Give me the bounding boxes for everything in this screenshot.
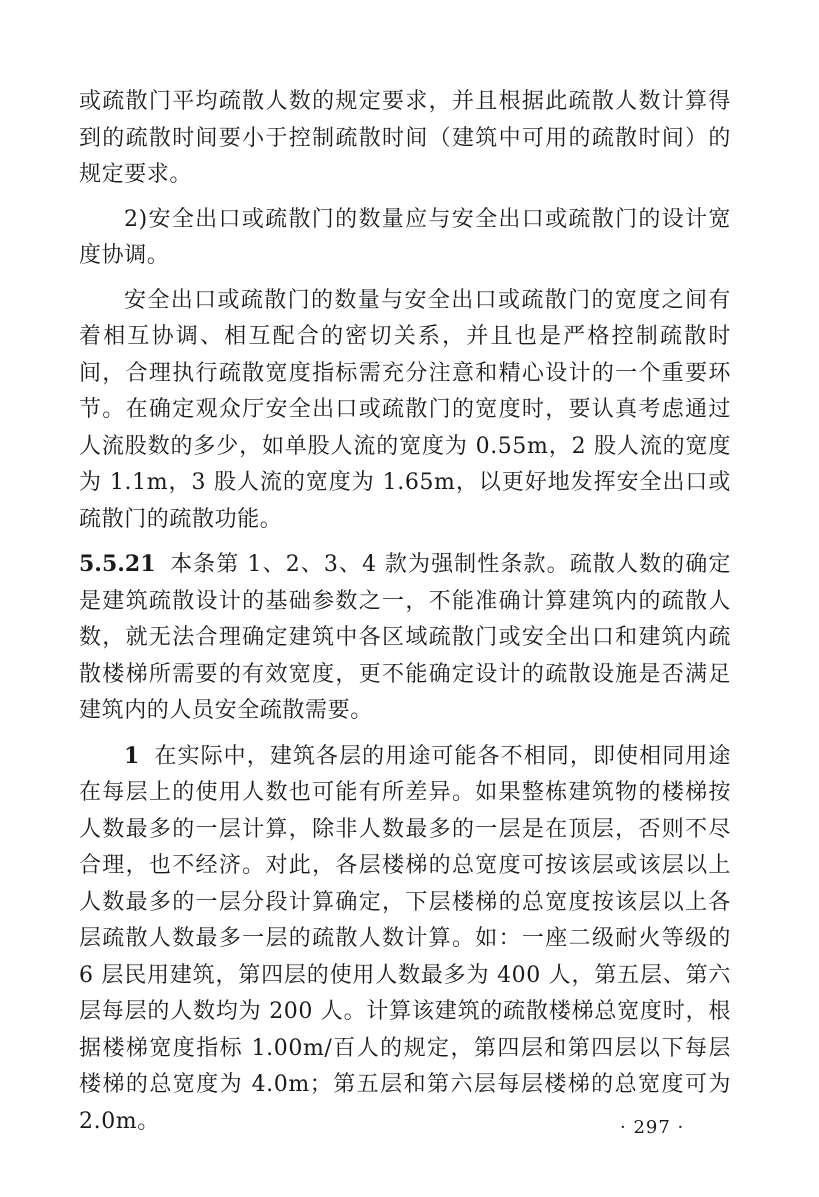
clause-number: 5.5.21 <box>79 551 156 577</box>
document-page <box>79 84 731 1148</box>
item-number: 1 <box>124 742 140 769</box>
paragraph-clause-5-5-21 <box>79 546 731 730</box>
page-number: · 297 · <box>620 1117 685 1138</box>
clause-text: 本条第 1、2、3、4 款为强制性条款。疏散人数的确定是建筑疏散设计的基础参数之一，不能准确计算建筑内的疏散人数，就无法合理确定建筑中各区域疏散门或安全出口和建筑内疏散楼梯所需要的有效宽度，更不能确定设计的疏散设施是否满足建筑内的人员安全疏散需要。 <box>79 552 731 723</box>
paragraph-exit-width: 安全出口或疏散门的数量与安全出口或疏散门的宽度之间有着相互协调、相互配合的密切关系，并且也是严格控制疏散时间，合理执行疏散宽度指标需充分注意和精心设计的一个重要环节。在确定观众厅安全出口或疏散门的宽度时，要认真考虑通过人流股数的多少，如单股人流的宽度为 0.55m，2 股人流的宽度为 1.1m，3 股人流的宽度为 1.65m，以更好地发挥安全出口或疏散门的疏散功能。 <box>79 287 731 532</box>
paragraph-item-2: 2)安全出口或疏散门的数量应与安全出口或疏散门的设计宽度协调。 <box>79 206 731 268</box>
item-text: 在实际中，建筑各层的用途可能各不相同，即使相同用途在每层上的使用人数也可能有所差异。如果整栋建筑物的楼梯按人数最多的一层计算，除非人数最多的一层是在顶层，否则不尽合理，也不经济。对此，各层楼梯的总宽度可按该层或该层以上人数最多的一层分段计算确定，下层楼梯的总宽度按该层以上各层疏散人数最多一层的疏散人数计算。如：一座二级耐火等级的 6 层民用建筑，第四层的使用人数最多为 400 人，第五层、第六层每层的人数均为 200 人。计算该建筑的疏散楼梯总宽度时，根据楼梯宽度指标 1.00m/百人的规定，第四层和第四层以下每层楼梯的总宽度为 4.0m；第五层和第六层每层楼梯的总宽度可为 2.0m。 <box>79 743 731 1134</box>
paragraph-continuation: 或疏散门平均疏散人数的规定要求，并且根据此疏散人数计算得到的疏散时间要小于控制疏散时间（建筑中可用的疏散时间）的规定要求。 <box>79 89 731 187</box>
paragraph-item-1 <box>79 738 731 1141</box>
